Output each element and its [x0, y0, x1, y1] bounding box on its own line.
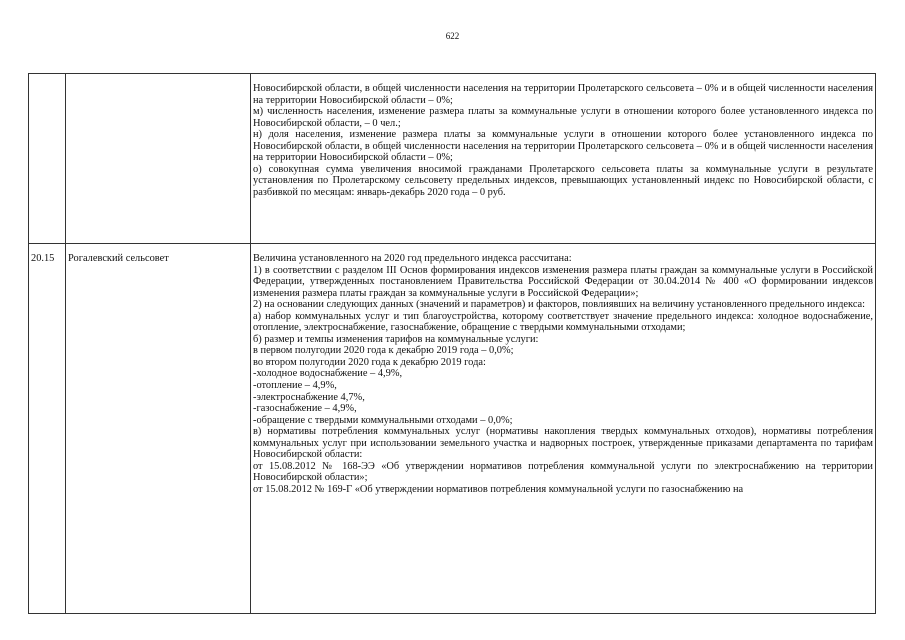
paragraph: м) численность населения, изменение размера платы за коммунальные услуги в отношении которого более установленного индекса по Новосибирской области, – 0 чел.;	[253, 106, 873, 129]
description-cell	[251, 74, 876, 244]
municipality-name-cell	[66, 74, 251, 244]
paragraph: -газоснабжение – 4,9%,	[253, 403, 357, 415]
paragraph: а) набор коммунальных услуг и тип благоустройства, которому соответствует значение предельного индекса: холодное водоснабжение, отопление, электроснабжение, газоснабжение, обращение с твердыми коммунальными отходами;	[253, 310, 873, 334]
paragraph: б) размер и темпы изменения тарифов на коммунальные услуги:	[253, 333, 539, 345]
paragraph: 2) на основании следующих данных (значений и параметров) и факторов, повлиявших на величину установленного предельного индекса:	[253, 299, 866, 311]
paragraph: в) нормативы потребления коммунальных услуг (нормативы накопления твердых коммунальных отходов), нормативы потребления коммунальных услуг при использовании земельного участка и надворных построек, утвержденные приказами департамента по тарифам Новосибирской области:	[253, 426, 873, 461]
paragraph: Новосибирской области, в общей численности населения на территории Пролетарского сельсовета – 0% и в общей численности населения на территории Новосибирской области – 0%;	[253, 83, 873, 106]
paragraph: -обращение с твердыми коммунальными отходами – 0,0%;	[253, 414, 513, 426]
paragraph: Величина установленного на 2020 год предельного индекса рассчитана:	[253, 253, 572, 264]
paragraph: 1) в соответствии с разделом III Основ формирования индексов изменения размера платы граждан за коммунальные услуги в Российской Федерации, утвержденных постановлением Правительства Российской Федерации от 30.04.2014 № 400 «О формировании индексов изменения размера платы граждан за коммунальные услуги в Российской Федерации»;	[253, 264, 873, 299]
row-number-cell: 20.15	[29, 244, 66, 614]
description-text	[253, 253, 873, 613]
paragraph: о) совокупная сумма увеличения вносимой гражданами Пролетарского сельсовета платы за коммунальные услуги в результате установления по Пролетарскому сельсовету предельных индексов, превышающих установленный индекс по Новосибирской области, с разбивкой по месяцам: январь-декабрь 2020 года – 0 руб.	[253, 163, 873, 198]
paragraph: -отопление – 4,9%,	[253, 380, 337, 392]
table-row	[29, 244, 876, 614]
table-row	[29, 74, 876, 244]
paragraph: от 15.08.2012 № 169-Г «Об утверждении нормативов потребления коммунальной услуги по газоснабжению на	[253, 483, 744, 495]
paragraph: -электроснабжение 4,7%,	[253, 391, 365, 403]
description-cell	[251, 244, 876, 614]
document-table	[28, 73, 876, 614]
paragraph: от 15.08.2012 № 168-ЭЭ «Об утверждении нормативов потребления коммунальной услуги по электроснабжению на территории Новосибирской области»;	[253, 460, 873, 484]
paragraph: во втором полугодии 2020 года к декабрю 2019 года:	[253, 356, 486, 368]
paragraph: в первом полугодии 2020 года к декабрю 2019 года – 0,0%;	[253, 345, 514, 357]
paragraph: -холодное водоснабжение – 4,9%,	[253, 368, 403, 380]
municipality-name-cell: Рогалевский сельсовет	[66, 244, 251, 614]
paragraph: н) доля населения, изменение размера платы за коммунальные услуги в отношении которого более установленного индекса по Новосибирской области, в общей численности населения на территории Пролетарского сельсовета – 0% и в общей численности населения на территории Новосибирской области – 0%;	[253, 129, 873, 164]
page-number: 622	[445, 31, 460, 41]
row-number-cell	[29, 74, 66, 244]
